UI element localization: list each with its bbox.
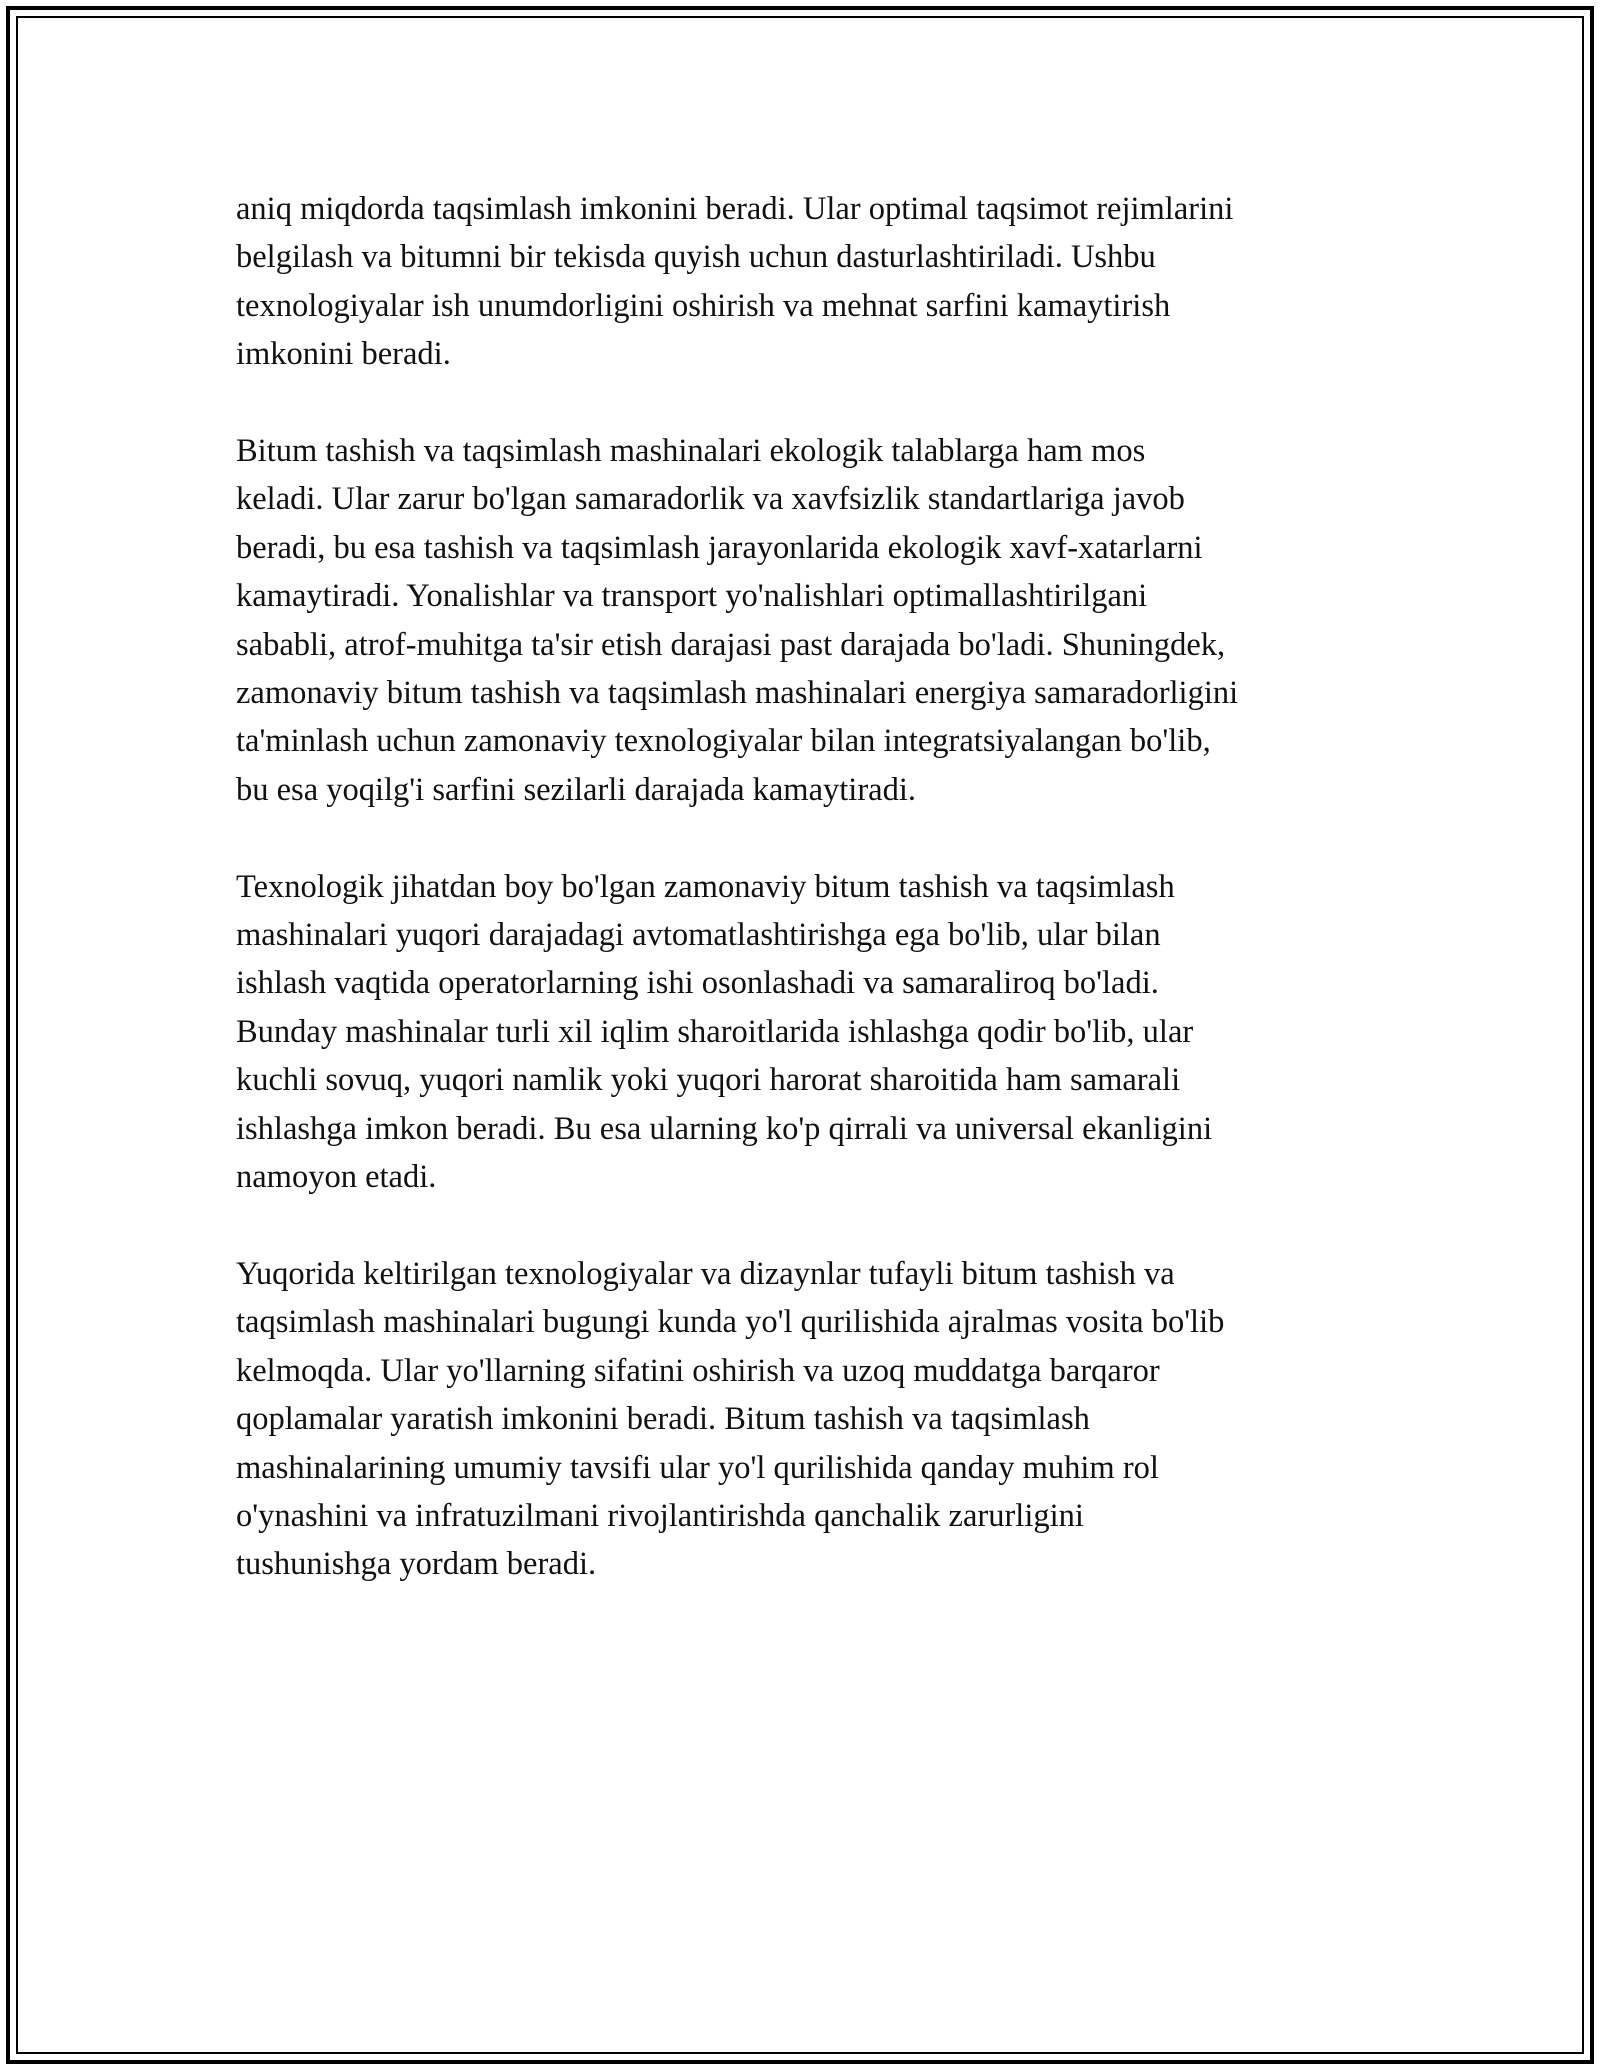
paragraph-4: Yuqorida keltirilgan texnologiyalar va dizaynlar tufayli bitum tashish va taqsimlash mashinalari bugungi kunda yo'l qurilishida ajralmas vosita bo'lib kelmoqda. Ular yo'llarning sifatini oshirish va uzoq muddatga barqaror qoplamalar yaratish imkonini beradi. Bitum tashish va taqsimlash mashinalarining umumiy tavsifi ular yo'l qurilishida qanday muhim rol o'ynashini va infratuzilmani rivojlantirishda qanchalik zarurligini tushunishga yordam beradi. <box>236 1255 1225 1583</box>
document-body <box>236 185 1386 1637</box>
paragraph-3: Texnologik jihatdan boy bo'lgan zamonaviy bitum tashish va taqsimlash mashinalari yuqori darajadagi avtomatlashtirishga ega bo'lib, ular bilan ishlash vaqtida operatorlarning ishi osonlashadi va samaraliroq bo'ladi. Bunday mashinalar turli xil iqlim sharoitlarida ishlashga qodir bo'lib, ular kuchli sovuq, yuqori namlik yoki yuqori harorat sharoitida ham samarali ishlashga imkon beradi. Bu esa ularning ko'p qirrali va universal ekanligini namoyon etadi. <box>236 868 1213 1196</box>
paragraph-2: Bitum tashish va taqsimlash mashinalari ekologik talablarga ham mos keladi. Ular zarur bo'lgan samaradorlik va xavfsizlik standartlariga javob beradi, bu esa tashish va taqsimlash jarayonlarida ekologik xavf-xatarlarni kamaytiradi. Yonalishlar va transport yo'nalishlari optimallashtirilgani sababli, atrof-muhitga ta'sir etish darajasi past darajada bo'ladi. Shuningdek, zamonaviy bitum tashish va taqsimlash mashinalari energiya samaradorligini ta'minlash uchun zamonaviy texnologiyalar bilan integratsiyalangan bo'lib, bu esa yoqilg'i sarfini sezilarli darajada kamaytiradi. <box>236 433 1239 808</box>
paragraph-1: aniq miqdorda taqsimlash imkonini beradi. Ular optimal taqsimot rejimlarini belgilash va bitumni bir tekisda quyish uchun dasturlashtiriladi. Ushbu texnologiyalar ish unumdorligini oshirish va mehnat sarfini kamaytirish imkonini beradi. <box>236 191 1234 373</box>
